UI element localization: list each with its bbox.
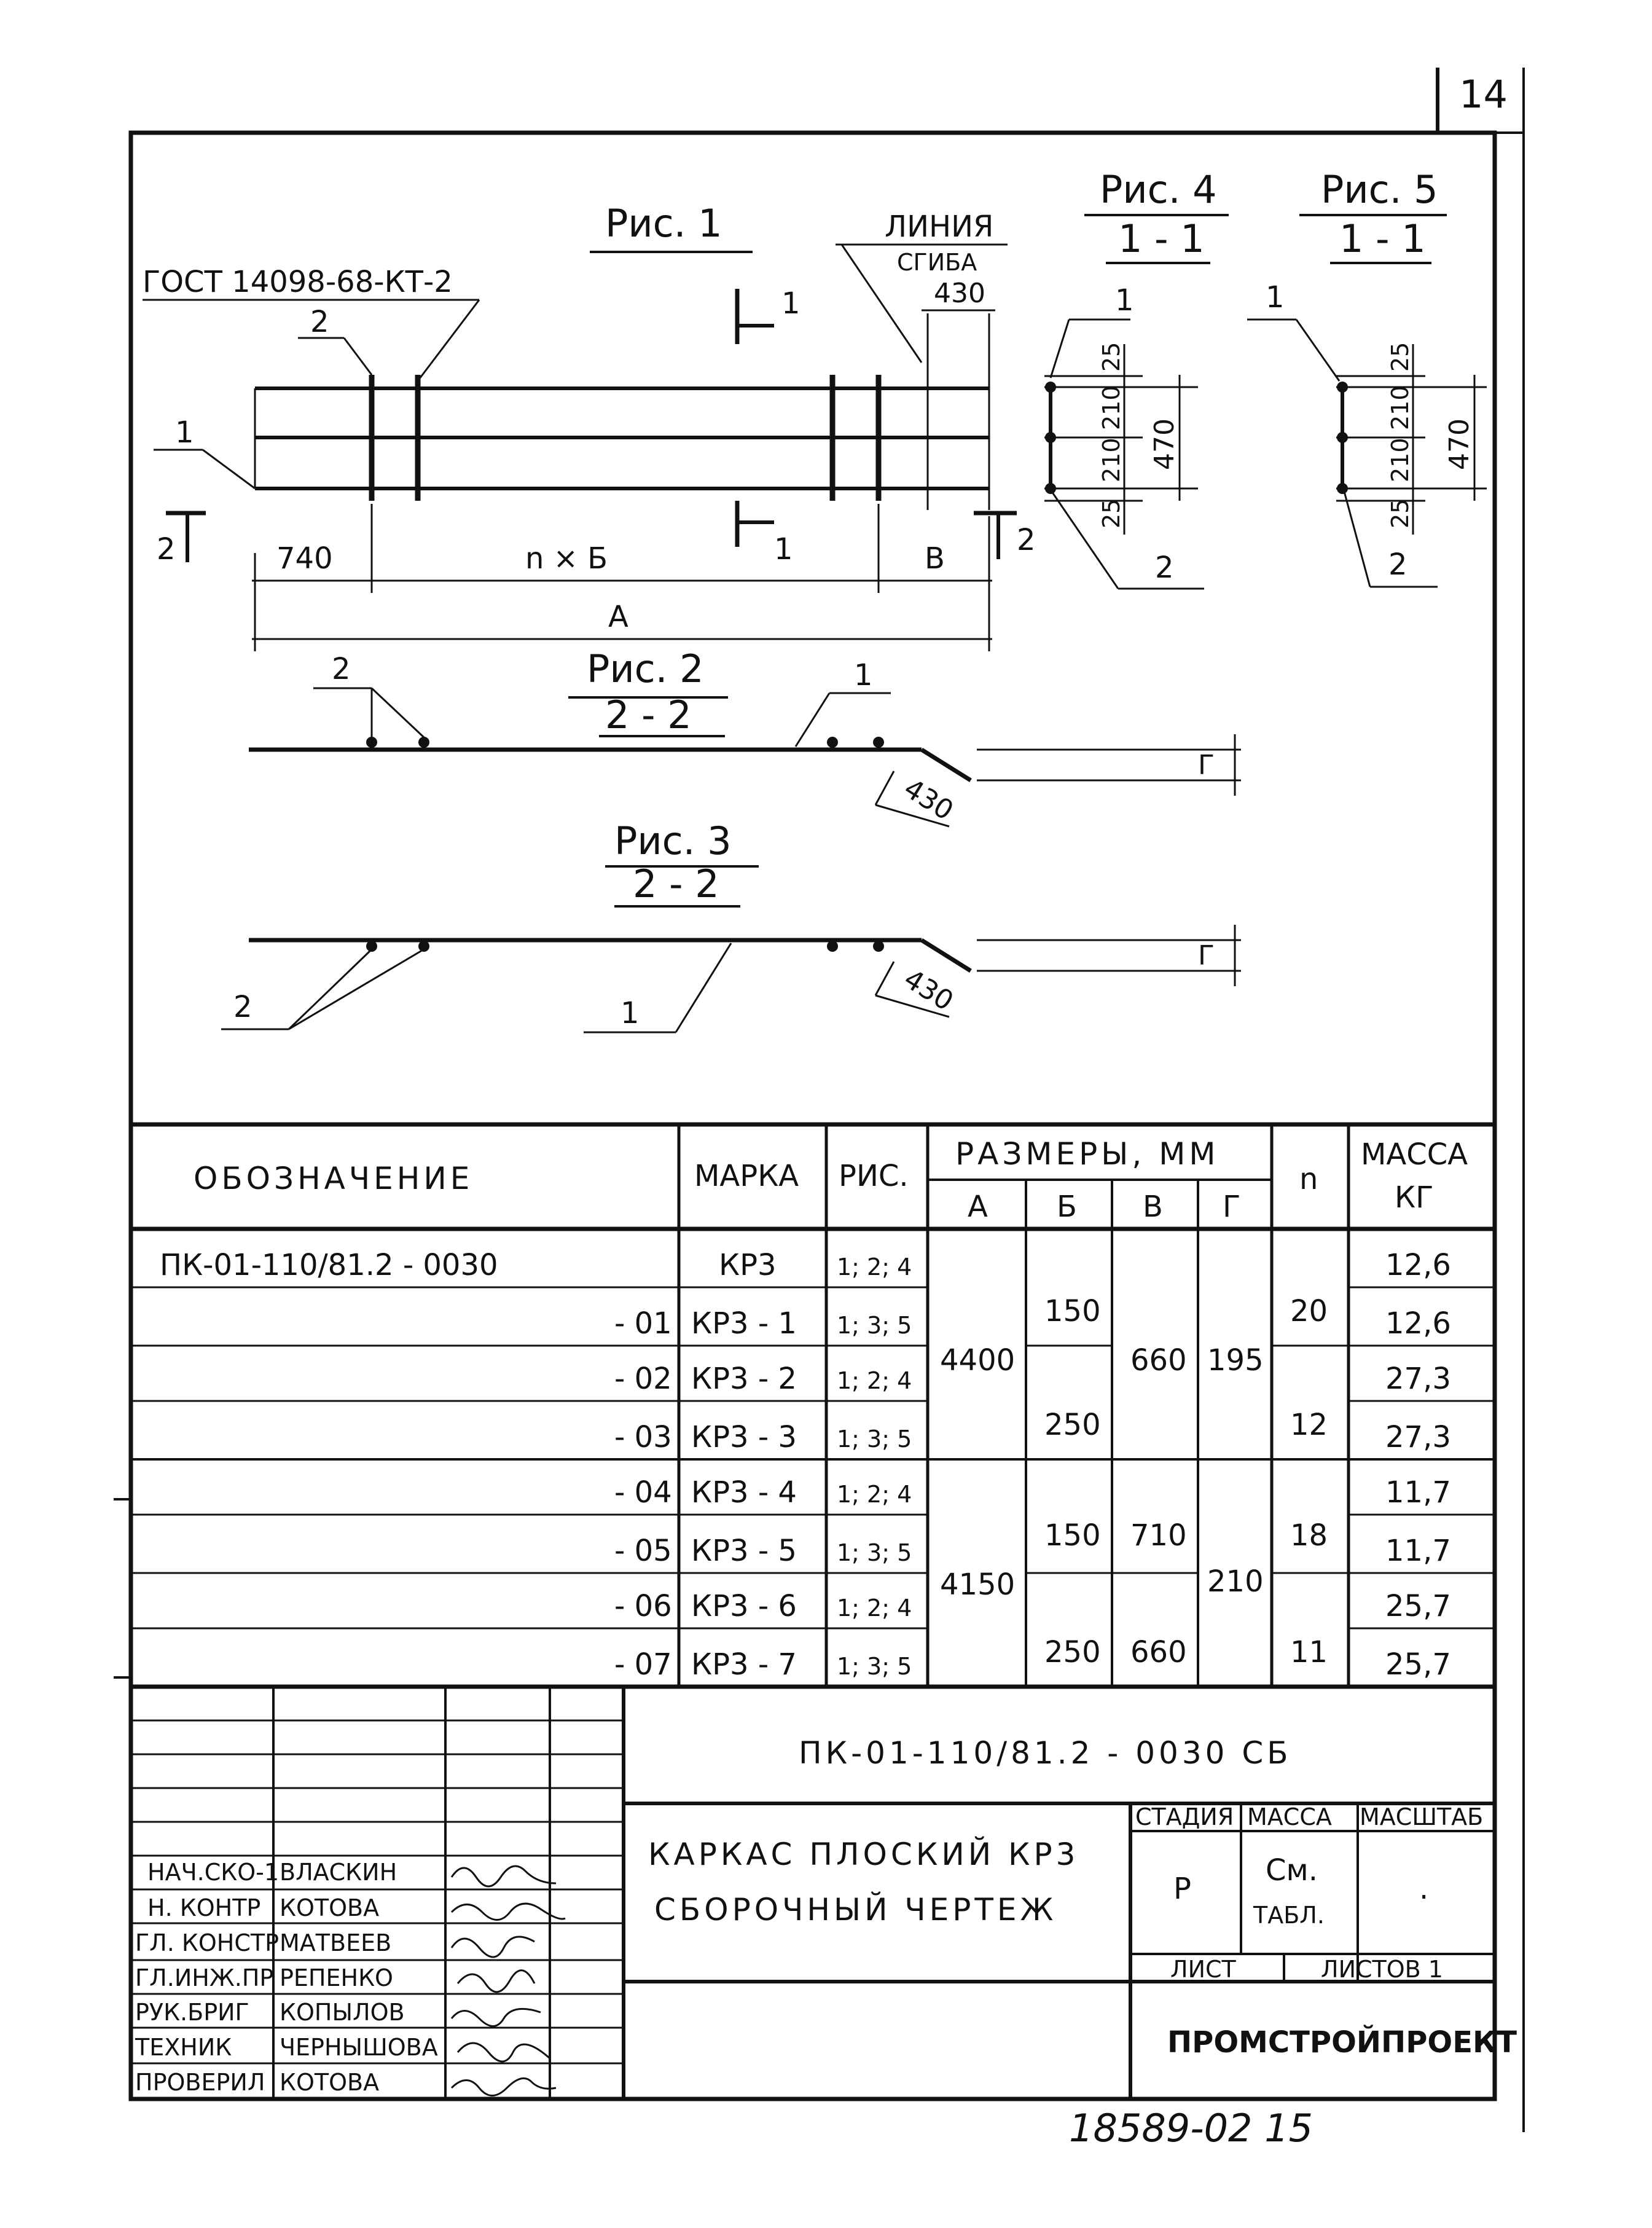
fig5-section bbox=[1247, 167, 1487, 587]
table-row-fig: 1; 3; 5 bbox=[837, 1312, 912, 1339]
fig4-pos2-label: 2 bbox=[1155, 551, 1174, 585]
merged-g-210: 210 bbox=[1207, 1564, 1264, 1599]
staff-name: РЕПЕНКО bbox=[280, 1964, 393, 1991]
merged-b-150-1: 150 bbox=[1044, 1294, 1101, 1328]
fig3-section bbox=[221, 818, 1241, 1032]
staff-role: ПРОВЕРИЛ bbox=[135, 2069, 265, 2096]
merged-n-12: 12 bbox=[1290, 1408, 1328, 1442]
table-row-designation: - 05 bbox=[614, 1534, 672, 1568]
staff-name: ЧЕРНЫШОВА bbox=[280, 2034, 438, 2061]
doc-code: ПК-01-110/81.2 - 0030 СБ bbox=[799, 1735, 1292, 1771]
merged-b-250-1: 250 bbox=[1044, 1408, 1101, 1442]
merged-b-150-2: 150 bbox=[1044, 1518, 1101, 1553]
stage-label: СТАДИЯ bbox=[1135, 1803, 1234, 1830]
table-row-fig: 1; 2; 4 bbox=[837, 1595, 912, 1622]
fig4-d25-bottom: 25 bbox=[1098, 498, 1125, 528]
dim-n-x-b: n × Б bbox=[525, 541, 608, 576]
fig5-pos2-label: 2 bbox=[1388, 547, 1407, 582]
header-mark: МАРКА bbox=[694, 1159, 799, 1193]
staff-name: МАТВЕЕВ bbox=[280, 1929, 392, 1956]
section-1-top: 1 bbox=[781, 286, 801, 321]
table-row-mark: КР3 - 4 bbox=[691, 1475, 797, 1510]
page-number: 14 bbox=[1459, 72, 1508, 117]
fig5-pos1-label: 1 bbox=[1266, 280, 1285, 315]
table-row-mass: 25,7 bbox=[1385, 1647, 1451, 1682]
fig4-d25-top: 25 bbox=[1098, 342, 1125, 372]
spec-table bbox=[131, 1124, 1495, 1687]
fig3-dim-g: Г bbox=[1198, 940, 1215, 971]
fig3-pos1-label: 1 bbox=[620, 996, 640, 1030]
header-b: Б bbox=[1057, 1190, 1077, 1224]
title-block bbox=[131, 1687, 1517, 2099]
dim-v-fig1: В bbox=[925, 541, 945, 576]
header-n: n bbox=[1299, 1162, 1318, 1196]
header-v: В bbox=[1143, 1190, 1163, 1224]
dim-a: А bbox=[608, 600, 628, 634]
fig2-dim-g: Г bbox=[1198, 750, 1215, 781]
fig5-d210-b: 210 bbox=[1387, 437, 1414, 482]
table-row-mark: КР3 bbox=[719, 1248, 777, 1282]
header-mass-1: МАССА bbox=[1361, 1137, 1468, 1172]
section-1-bottom: 1 bbox=[774, 532, 793, 567]
staff-role: ТЕХНИК bbox=[135, 2034, 232, 2061]
section-2-left: 2 bbox=[157, 532, 176, 567]
staff-name: ВЛАСКИН bbox=[280, 1859, 397, 1886]
product-name-line1: КАРКАС ПЛОСКИЙ КР3 bbox=[648, 1837, 1079, 1872]
header-a: А bbox=[968, 1190, 988, 1224]
fig2-subtitle: 2 - 2 bbox=[605, 692, 692, 737]
signature-scribbles bbox=[452, 1866, 565, 2096]
staff-role: ГЛ. КОНСТР bbox=[135, 1929, 280, 1956]
fig5-d470: 470 bbox=[1444, 418, 1475, 470]
fig4-section bbox=[1044, 167, 1229, 589]
fig1-pos2-label: 2 bbox=[310, 305, 329, 339]
table-row-fig: 1; 3; 5 bbox=[837, 1653, 912, 1680]
fig2-pos1-label: 1 bbox=[854, 658, 873, 692]
table-row-fig: 1; 3; 5 bbox=[837, 1426, 912, 1453]
fig5-title: Рис. 5 bbox=[1321, 167, 1438, 212]
table-row-mass: 25,7 bbox=[1385, 1589, 1451, 1623]
fig1-title: Рис. 1 bbox=[605, 201, 722, 246]
dim-430-fig1: 430 bbox=[934, 278, 985, 309]
section-2-right: 2 bbox=[1017, 523, 1036, 557]
table-row-fig: 1; 2; 4 bbox=[837, 1481, 912, 1508]
table-row-mark: КР3 - 1 bbox=[691, 1306, 797, 1341]
table-row-mark: КР3 - 5 bbox=[691, 1534, 797, 1568]
header-sizes: РАЗМЕРЫ, ММ bbox=[955, 1136, 1219, 1172]
fig4-d470: 470 bbox=[1149, 418, 1180, 470]
merged-g-195: 195 bbox=[1207, 1343, 1264, 1378]
header-mass-2: КГ bbox=[1395, 1180, 1434, 1215]
fig4-d210-a: 210 bbox=[1098, 385, 1125, 430]
staff-role: Н. КОНТР bbox=[147, 1894, 261, 1921]
merged-n-18: 18 bbox=[1290, 1518, 1328, 1553]
table-row-mark: КР3 - 7 bbox=[691, 1647, 797, 1682]
mass-value-1: См. bbox=[1266, 1853, 1318, 1888]
fig3-dim-430: 430 bbox=[898, 963, 959, 1018]
fig5-subtitle: 1 - 1 bbox=[1339, 216, 1426, 261]
table-row-mass: 12,6 bbox=[1385, 1306, 1451, 1341]
product-name-line2: СБОРОЧНЫЙ ЧЕРТЕЖ bbox=[654, 1892, 1057, 1928]
table-row-fig: 1; 3; 5 bbox=[837, 1539, 912, 1566]
bottom-code: 18589-02 15 bbox=[1069, 2106, 1313, 2151]
merged-v-710: 710 bbox=[1130, 1518, 1187, 1553]
bend-line-label-2: СГИБА bbox=[897, 249, 977, 276]
table-row-fig: 1; 2; 4 bbox=[837, 1367, 912, 1394]
fig4-title: Рис. 4 bbox=[1100, 167, 1217, 212]
merged-v-660-2: 660 bbox=[1130, 1635, 1187, 1669]
fig4-d210-b: 210 bbox=[1098, 437, 1125, 482]
table-row-designation: - 03 bbox=[614, 1420, 672, 1454]
merged-n-11: 11 bbox=[1290, 1635, 1328, 1669]
fig2-dim-430: 430 bbox=[898, 772, 959, 827]
fig4-subtitle: 1 - 1 bbox=[1118, 216, 1205, 261]
dim-740: 740 bbox=[276, 541, 333, 576]
header-g: Г bbox=[1223, 1190, 1241, 1224]
scale-value: . bbox=[1419, 1872, 1429, 1906]
table-row-mark: КР3 - 3 bbox=[691, 1420, 797, 1454]
merged-n-20: 20 bbox=[1290, 1294, 1328, 1328]
scale-label: МАСШТАБ bbox=[1360, 1803, 1484, 1830]
staff-role: РУК.БРИГ bbox=[135, 1999, 249, 2026]
stage-value: Р bbox=[1173, 1872, 1191, 1906]
table-row-mass: 11,7 bbox=[1385, 1475, 1451, 1510]
table-row-designation: - 04 bbox=[614, 1475, 672, 1510]
bend-line-label-1: ЛИНИЯ bbox=[885, 210, 994, 244]
table-row-mass: 27,3 bbox=[1385, 1362, 1451, 1396]
staff-role: ГЛ.ИНЖ.ПР bbox=[135, 1964, 274, 1991]
merged-a-4150: 4150 bbox=[940, 1567, 1016, 1602]
gost-label: ГОСТ 14098-68-КТ-2 bbox=[143, 265, 453, 299]
table-row-mass: 27,3 bbox=[1385, 1420, 1451, 1454]
fig2-title: Рис. 2 bbox=[587, 646, 704, 691]
staff-name: КОТОВА bbox=[280, 1894, 380, 1921]
header-fig: РИС. bbox=[839, 1159, 909, 1193]
sheet-label: ЛИСТ bbox=[1170, 1956, 1236, 1983]
fig1-plan bbox=[143, 201, 1036, 651]
fig1-pos1-label: 1 bbox=[175, 415, 194, 450]
merged-b-250-2: 250 bbox=[1044, 1635, 1101, 1669]
mass-label: МАССА bbox=[1247, 1803, 1332, 1830]
fig3-title: Рис. 3 bbox=[614, 818, 732, 863]
fig3-subtitle: 2 - 2 bbox=[633, 861, 719, 906]
table-row-mass: 11,7 bbox=[1385, 1534, 1451, 1568]
fig2-pos2-label: 2 bbox=[332, 652, 351, 686]
organization: ПРОМСТРОЙПРОЕКТ bbox=[1167, 2025, 1517, 2060]
table-row-fig: 1; 2; 4 bbox=[837, 1253, 912, 1281]
merged-a-4400: 4400 bbox=[940, 1343, 1016, 1378]
fig2-section bbox=[249, 646, 1241, 826]
staff-name: КОПЫЛОВ bbox=[280, 1999, 405, 2026]
staff-role: НАЧ.СКО-1 bbox=[147, 1859, 280, 1886]
fig5-d210-a: 210 bbox=[1387, 385, 1414, 430]
fig5-d25-bottom: 25 bbox=[1387, 498, 1414, 528]
table-row-mark: КР3 - 6 bbox=[691, 1589, 797, 1623]
table-row-mark: КР3 - 2 bbox=[691, 1362, 797, 1396]
header-designation: ОБОЗНАЧЕНИЕ bbox=[194, 1161, 474, 1196]
table-row-designation: - 02 bbox=[614, 1362, 672, 1396]
table-row-designation: - 01 bbox=[614, 1306, 672, 1341]
table-row-mass: 12,6 bbox=[1385, 1248, 1451, 1282]
staff-name: КОТОВА bbox=[280, 2069, 380, 2096]
merged-v-660-1: 660 bbox=[1130, 1343, 1187, 1378]
sheets-label: ЛИСТОВ 1 bbox=[1321, 1956, 1443, 1983]
fig5-d25-top: 25 bbox=[1387, 342, 1414, 372]
table-row-designation: - 06 bbox=[614, 1589, 672, 1623]
mass-value-2: ТАБЛ. bbox=[1253, 1902, 1325, 1929]
fig3-pos2-label: 2 bbox=[233, 990, 252, 1024]
table-row-designation: - 07 bbox=[614, 1647, 672, 1682]
table-row-designation: ПК-01-110/81.2 - 0030 bbox=[160, 1248, 498, 1282]
fig4-pos1-label: 1 bbox=[1115, 283, 1134, 318]
